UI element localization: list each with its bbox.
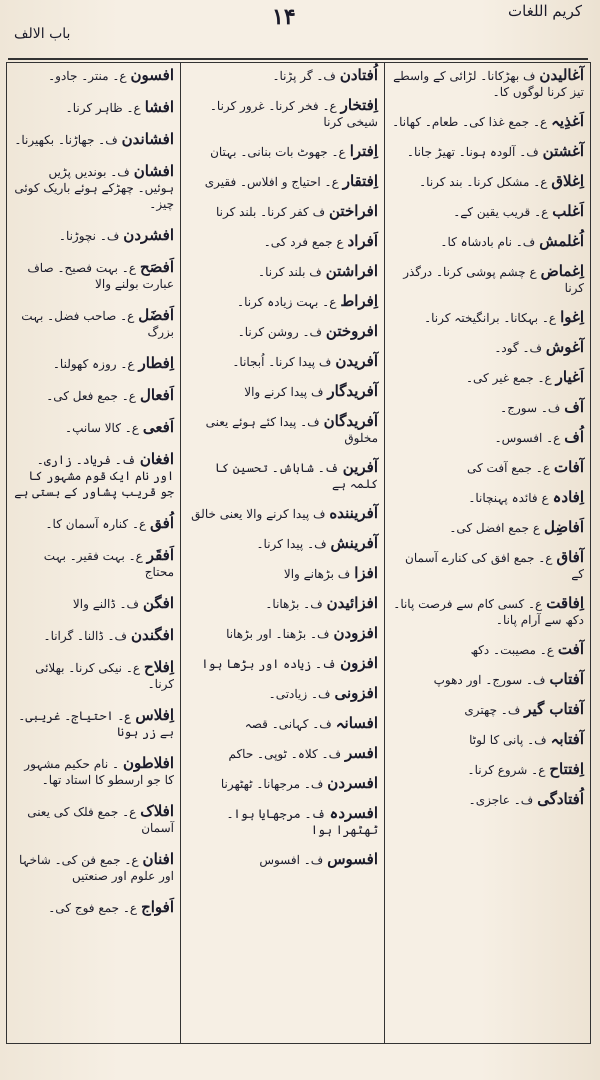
dictionary-entry [391,429,584,446]
dictionary-entry [187,67,378,84]
entry-headword: اِفلاس [135,706,174,724]
dictionary-entry [187,505,378,522]
book-title: کریم اللغات [508,2,582,20]
entry-headword: اَغلب [552,202,584,220]
entry-headword: آفریدگار [327,382,378,400]
dictionary-entry [187,565,378,582]
dictionary-entry [187,625,378,642]
entry-headword: افشردن [123,226,174,244]
entry-definition: ف کفر کرنا۔ بلند کرنا [215,205,326,219]
entry-headword: افغان [139,450,174,468]
dictionary-entry [187,775,378,792]
entry-definition: ف۔ افسوس [259,853,324,867]
entry-headword: افراختن [329,202,378,220]
dictionary-entry [13,515,174,532]
entry-definition: ف بلند کرنا۔ [258,265,322,279]
dictionary-entry [391,549,584,582]
entry-definition: ع۔ احتیاج و افلاس۔ فقیری [204,175,339,189]
entry-headword: اِغوا [560,308,584,326]
entry-headword: افزونی [334,684,378,702]
entry-headword: آفریدن [335,352,378,370]
entry-definition: ع۔ منتر۔ جادو۔ [48,69,127,83]
entry-definition: ۔ نام حکیم مشہور کا جو ارسطو کا استاد تھا۔ [24,757,174,787]
dictionary-entry [13,547,174,580]
dictionary-entry [187,203,378,220]
entry-definition: ع فائدہ پہنچانا۔ [468,491,549,505]
entry-headword: اَغیار [555,368,584,386]
entry-headword: اِفاقت [546,594,584,612]
dictionary-entry [187,233,378,250]
dictionary-entry [391,791,584,808]
dictionary-entry [13,755,174,788]
entry-headword: آفاق [556,548,584,566]
entry-definition: ع۔ صاحب فضل۔ بہت بزرگ [21,309,174,339]
entry-headword: اَفصَح [139,258,174,276]
entry-headword: افشاندن [121,130,174,148]
entry-headword: اِفطار [138,354,174,372]
entry-definition: ع۔ جمع افق کی کنارے آسمان کے [405,551,584,581]
dictionary-entry [13,419,174,436]
entry-definition: ع جمع افضل کی۔ [449,521,540,535]
entry-definition: ف پیدا کرنے والا یعنی خالق [191,507,326,521]
dictionary-entry [391,731,584,748]
dictionary-entry [187,173,378,190]
column-3 [7,63,180,1043]
entry-definition: ف۔ گر پڑنا۔ [272,69,336,83]
entry-definition: ف۔ شاباش۔ تحسین کا کلمہ ہے [214,461,378,491]
dictionary-entry [391,263,584,296]
entry-definition: ع۔ کسی کام سے فرصت پانا۔ دکھ سے آرام پانا۔ [393,597,584,627]
dictionary-entry [391,761,584,778]
entry-headword: افگن [142,594,174,612]
entry-definition: ع۔ کالا سانپ۔ [65,421,139,435]
dictionary-entry [187,595,378,612]
dictionary-entry [13,707,174,740]
entry-definition: ف۔ زیادتی۔ [268,687,331,701]
dictionary-entry [187,851,378,868]
entry-headword: اَفضَل [138,306,174,324]
entry-headword: آغالیدن [539,66,584,84]
entry-headword: افگندن [130,626,174,644]
entry-headword: آفتابہ [550,730,584,748]
dictionary-entry [391,595,584,628]
entry-headword: اَفواج [141,898,174,916]
columns-frame [6,62,591,1044]
dictionary-entry [391,143,584,160]
entry-definition: ف۔ پانی کا لوٹا [469,733,547,747]
entry-headword: افشان [133,162,174,180]
entry-definition: ف بڑھانے والا [283,567,351,581]
entry-definition: ع چشم پوشی کرنا۔ درگذر کرنا [403,265,584,295]
dictionary-entry [391,459,584,476]
entry-definition: ع۔ جمع فن کی۔ شاخہا اور علوم اور صنعتیں [18,853,174,883]
dictionary-entry [187,805,378,838]
dictionary-entry [13,387,174,404]
dictionary-entry [187,413,378,446]
entry-headword: اُغلمش [539,232,584,250]
entry-definition: ف۔ روشن کرنا۔ [237,325,322,339]
entry-headword: اِغماض [540,262,584,280]
entry-headword: اُفق [150,514,174,532]
dictionary-entry [13,627,174,644]
dictionary-entry [13,803,174,836]
entry-definition: ع۔ شروع کرنا۔ [467,763,546,777]
entry-headword: افسردن [327,774,378,792]
entry-definition: ع۔ ظاہر کرنا۔ [65,101,141,115]
dictionary-entry [391,701,584,718]
entry-definition: ع۔ جمع فوج کی۔ [48,901,138,915]
entry-definition: ف۔ بڑھانا۔ [265,597,323,611]
entry-definition: ف۔ نام بادشاہ کا۔ [440,235,536,249]
entry-headword: اُفتادن [339,66,378,84]
dictionary-entry [13,851,174,884]
dictionary-entry [13,355,174,372]
dictionary-entry [391,309,584,326]
entry-headword: افسوس [327,850,378,868]
entry-headword: افلاطون [123,754,174,772]
dictionary-entry [13,163,174,212]
dictionary-entry [391,671,584,688]
dictionary-entry [13,899,174,916]
dictionary-entry [391,233,584,250]
entry-definition: ف پیدا کرنا۔ اُبجانا۔ [232,355,332,369]
entry-definition: ف پیدا کرنے والا [244,385,324,399]
entry-definition: ع۔ جمع غذا کی۔ طعام۔ کھانا۔ [392,115,548,129]
dictionary-entry [13,595,174,612]
entry-definition: ف۔ بڑھنا۔ اور بڑھانا [226,627,330,641]
entry-definition: ف۔ آلودہ ہونا۔ تھیڑ جانا۔ [406,145,539,159]
entry-headword: افسردہ [329,804,378,822]
entry-definition: ع۔ جمع غیر کی۔ [466,371,552,385]
header-rule [8,58,588,60]
dictionary-entry [187,715,378,732]
entry-headword: افزائیدن [326,594,378,612]
entry-definition: ع۔ افسوس۔ [494,431,561,445]
entry-definition: ف۔ بوندیں پڑیں ہوئیں۔ چھڑکے ہوئے باریک کوئی چیز۔ [14,165,174,211]
entry-headword: افلاک [140,802,174,820]
dictionary-entry [391,203,584,220]
dictionary-entry [187,263,378,280]
entry-definition: ع۔ بہت زیادہ کرنا۔ [237,295,337,309]
entry-definition: ف۔ ڈالنے والا [72,597,139,611]
entry-definition: ف۔ مرجھانا۔ ٹھٹھرنا [220,777,324,791]
dictionary-entry [187,293,378,310]
entry-headword: افشا [144,98,174,116]
entry-headword: اِفادہ [552,488,584,506]
entry-definition: ف۔ چھتری [464,703,521,717]
entry-headword: اَغذِیہ [551,112,584,130]
entry-headword: افراشتن [325,262,378,280]
section-title: باب الالف [14,26,71,42]
entry-headword: اِغلاق [551,172,584,190]
entry-definition: ع۔ احتیاج۔ غریبی۔ بے زر ہونا [18,709,174,739]
entry-headword: اَفعی [142,418,174,436]
entry-definition: ف۔ سورج۔ اور دھوپ [433,673,546,687]
entry-definition: ف۔ ڈالنا۔ گرانا۔ [43,629,127,643]
entry-headword: افسانہ [335,714,378,732]
entry-headword: اُف [564,428,584,446]
dictionary-entry [13,307,174,340]
entry-definition: ف۔ عاجزی۔ [468,793,534,807]
entry-headword: اَفقَر [146,546,174,564]
entry-headword: افزا [354,564,378,582]
entry-headword: افروختن [325,322,378,340]
entry-headword: آفریدگان [323,412,378,430]
column-1 [384,63,590,1043]
dictionary-entry [391,67,584,100]
entry-headword: اَفراد [347,232,378,250]
entry-headword: اِفراط [340,292,378,310]
entry-headword: آف [564,398,584,416]
entry-definition: ف۔ زیادہ اور بڑھا ہوا [201,657,337,671]
dictionary-entry [13,67,174,84]
entry-definition: ف۔ سورج۔ [500,401,561,415]
entry-definition: ف۔ فریاد۔ زاری۔ اور نام ایک قوم مشہور کا جو قریب پشاور کے بستی ہے [14,453,174,499]
entry-headword: آفتاب گیر [524,700,584,718]
dictionary-entry [187,383,378,400]
page-header [10,0,590,52]
entry-definition: ع۔ نیکی کرنا۔ بھلائی کرنا۔ [35,661,174,691]
dictionary-entry [187,97,378,130]
entry-headword: اِفتخار [340,96,378,114]
entry-headword: اَفاضِل [543,518,584,536]
entry-definition: ع۔ بہت فصیح۔ صاف عبارت بولنے والا [27,261,174,291]
entry-headword: آفتاب [549,670,584,688]
entry-headword: اِفتتاح [549,760,584,778]
entry-definition: ف۔ مرجھایا ہوا۔ ٹھٹھرا ہوا [226,807,378,837]
entry-definition: ف۔ پیدا کئے ہوئے یعنی مخلوق [205,415,378,445]
entry-headword: افنان [142,850,174,868]
dictionary-entry [13,131,174,148]
entry-definition: ع جمع فرد کی۔ [263,235,344,249]
dictionary-entry [391,113,584,130]
dictionary-entry [13,99,174,116]
entry-definition: ف۔ جھاڑنا۔ بکھیرنا۔ [14,133,118,147]
entry-headword: اِفترا [349,142,378,160]
entry-headword: افزودن [333,624,378,642]
entry-headword: افسون [130,66,174,84]
dictionary-entry [13,659,174,692]
dictionary-entry [187,535,378,552]
page-number: ۱۴ [272,4,296,30]
entry-definition: ع۔ مصیبت۔ دکھ [470,643,554,657]
entry-definition: ف بھڑکانا۔ لڑائی کے واسطے تیز کرنا لوگوں کا۔ [393,69,584,99]
entry-definition: ف۔ گود۔ [494,341,542,355]
entry-headword: آفات [553,458,584,476]
column-2 [180,63,384,1043]
entry-headword: اِفتقار [342,172,378,190]
entry-definition: ع۔ جھوٹ بات بنانی۔ بہتان [210,145,346,159]
dictionary-entry [13,451,174,500]
dictionary-entry [391,641,584,658]
dictionary-entry [187,685,378,702]
dictionary-entry [187,459,378,492]
entry-headword: اُفتادگی [537,790,584,808]
entry-headword: اَفعال [139,386,174,404]
entry-headword: آغشتن [542,142,584,160]
dictionary-entry [391,369,584,386]
dictionary-entry [13,227,174,244]
dictionary-entry [391,399,584,416]
dictionary-entry [391,519,584,536]
dictionary-entry [391,173,584,190]
dictionary-entry [187,353,378,370]
entry-definition: ف۔ نچوڑنا۔ [58,229,120,243]
dictionary-entry [187,655,378,672]
entry-definition: ع۔ روزہ کھولنا۔ [52,357,135,371]
entry-definition: ع۔ جمع فعل کی۔ [46,389,136,403]
entry-definition: ف۔ کہانی۔ قصہ [244,717,332,731]
entry-headword: آفرینش [330,534,378,552]
entry-definition: ع۔ جمع آفت کی [467,461,550,475]
entry-definition: ف۔ کلاہ۔ ٹوپی۔ حاکم [228,747,342,761]
entry-headword: آفرین [342,458,378,476]
entry-headword: آفت [557,640,584,658]
entry-definition: ف۔ پیدا کرنا۔ [256,537,327,551]
entry-headword: آفریننده [329,504,378,522]
entry-definition: ع۔ مشکل کرنا۔ بند کرنا۔ [419,175,548,189]
entry-definition: ع۔ بہکانا۔ برانگیختہ کرنا۔ [424,311,557,325]
dictionary-entry [187,143,378,160]
entry-headword: آغوش [545,338,584,356]
entry-definition: ع۔ قریب یقین کے۔ [453,205,549,219]
dictionary-entry [187,323,378,340]
entry-headword: افزون [340,654,378,672]
entry-headword: افسر [345,744,378,762]
entry-definition: ع۔ فخر کرنا۔ غرور کرنا۔ شیخی کرنا [209,99,378,129]
dictionary-entry [13,259,174,292]
dictionary-entry [391,339,584,356]
entry-definition: ع۔ جمع فلک کی یعنی آسمان [27,805,174,835]
entry-definition: ع۔ کنارہ آسمان کا۔ [45,517,147,531]
dictionary-entry [391,489,584,506]
dictionary-entry [187,745,378,762]
entry-headword: اِفلاح [144,658,174,676]
entry-definition: ع۔ بہت فقیر۔ بہت محتاج [43,549,174,579]
